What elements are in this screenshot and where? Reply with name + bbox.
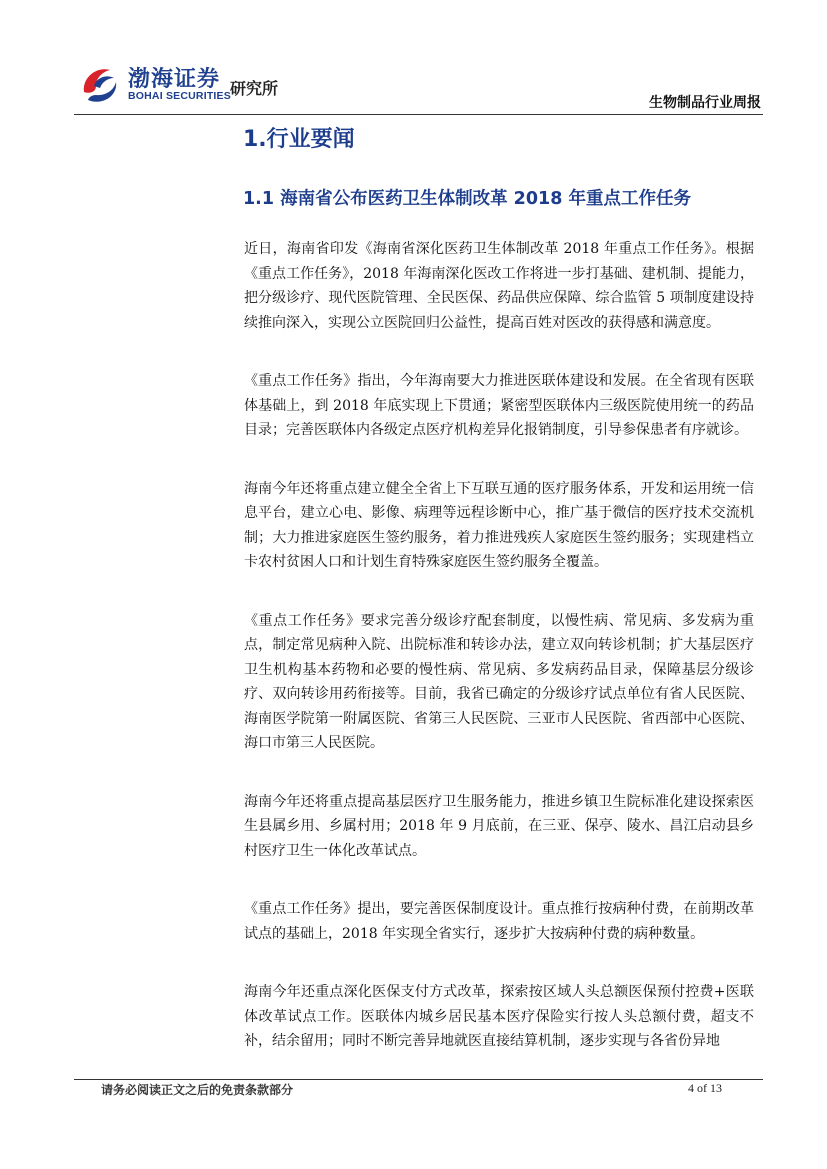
footer-disclaimer: 请务必阅读正文之后的免责条款部分: [101, 1083, 294, 1097]
article-body: [244, 237, 754, 1088]
company-logo: [78, 62, 318, 108]
paragraph: 《重点工作任务》指出，今年海南要大力推进医联体建设和发展。在全省现有医联体基础上，到 2018 年底实现上下贯通；紧密型医联体内三级医院使用统一的药品目录；完善医联体内各级定点医疗机构差异化报销制度，引导参保患者有序就诊。: [244, 373, 754, 438]
page-number: 4 of 13: [688, 1081, 722, 1095]
paragraph: 海南今年还将重点建立健全全省上下互联互通的医疗服务体系，开发和运用统一信息平台，建立心电、影像、病理等远程诊断中心，推广基于微信的医疗技术交流机制；大力推进家庭医生签约服务，着力推进残疾人家庭医生签约服务；实现建档立卡农村贫困人口和计划生育特殊家庭医生签约服务全覆盖。: [244, 480, 754, 570]
paragraph: 《重点工作任务》要求完善分级诊疗配套制度，以慢性病、常见病、多发病为重点，制定常见病种入院、出院标准和转诊办法，建立双向转诊机制；扩大基层医疗卫生机构基本药物和必要的慢性病、常见病、多发病药品目录，保障基层分级诊疗、双向转诊用药衔接等。目前，我省已确定的分级诊疗试点单位有省人民医院、海南医学院第一附属医院、省第三人民医院、三亚市人民医院、省西部中心医院、海口市第三人民医院。: [244, 612, 754, 751]
paragraph: 海南今年还将重点提高基层医疗卫生服务能力，推进乡镇卫生院标准化建设探索医生县属乡用、乡属村用；2018 年 9 月底前，在三亚、保亭、陵水、昌江启动县乡村医疗卫生一体化改革试点。: [244, 793, 754, 859]
paragraph: 近日，海南省印发《海南省深化医药卫生体制改革 2018 年重点工作任务》。根据《重点工作任务》，2018 年海南深化医改工作将进一步打基础、建机制、提能力，把分级诊疗、现代医院管理、全民医保、药品供应保障、综合监管 5 项制度建设持续推向深入，实现公立医院回归公益性，提高百姓对医改的获得感和满意度。: [244, 241, 754, 331]
bohai-logo-icon: [78, 62, 122, 106]
logo-chinese-name: 渤海证券: [128, 67, 221, 92]
report-title: 生物制品行业周报: [649, 95, 761, 111]
institute-label: 研究所: [230, 79, 279, 98]
footer-divider: [74, 1079, 763, 1080]
logo-english-name: BOHAI SECURITIES: [128, 90, 231, 102]
header-divider: [74, 114, 763, 115]
paragraph: 《重点工作任务》提出，要完善医保制度设计。重点推行按病种付费，在前期改革试点的基础上，2018 年实现全省实行，逐步扩大按病种付费的病种数量。: [244, 901, 754, 942]
section-heading: 1.行业要闻: [243, 127, 355, 152]
subsection-heading: 1.1 海南省公布医药卫生体制改革 2018 年重点工作任务: [243, 189, 691, 209]
paragraph: 海南今年还重点深化医保支付方式改革，探索按区域人头总额医保预付控费+医联体改革试点工作。医联体内城乡居民基本医疗保险实行按人头总额付费，超支不补，结余留用；同时不断完善异地就医直接结算机制，逐步实现与各省份异地: [244, 984, 754, 1049]
